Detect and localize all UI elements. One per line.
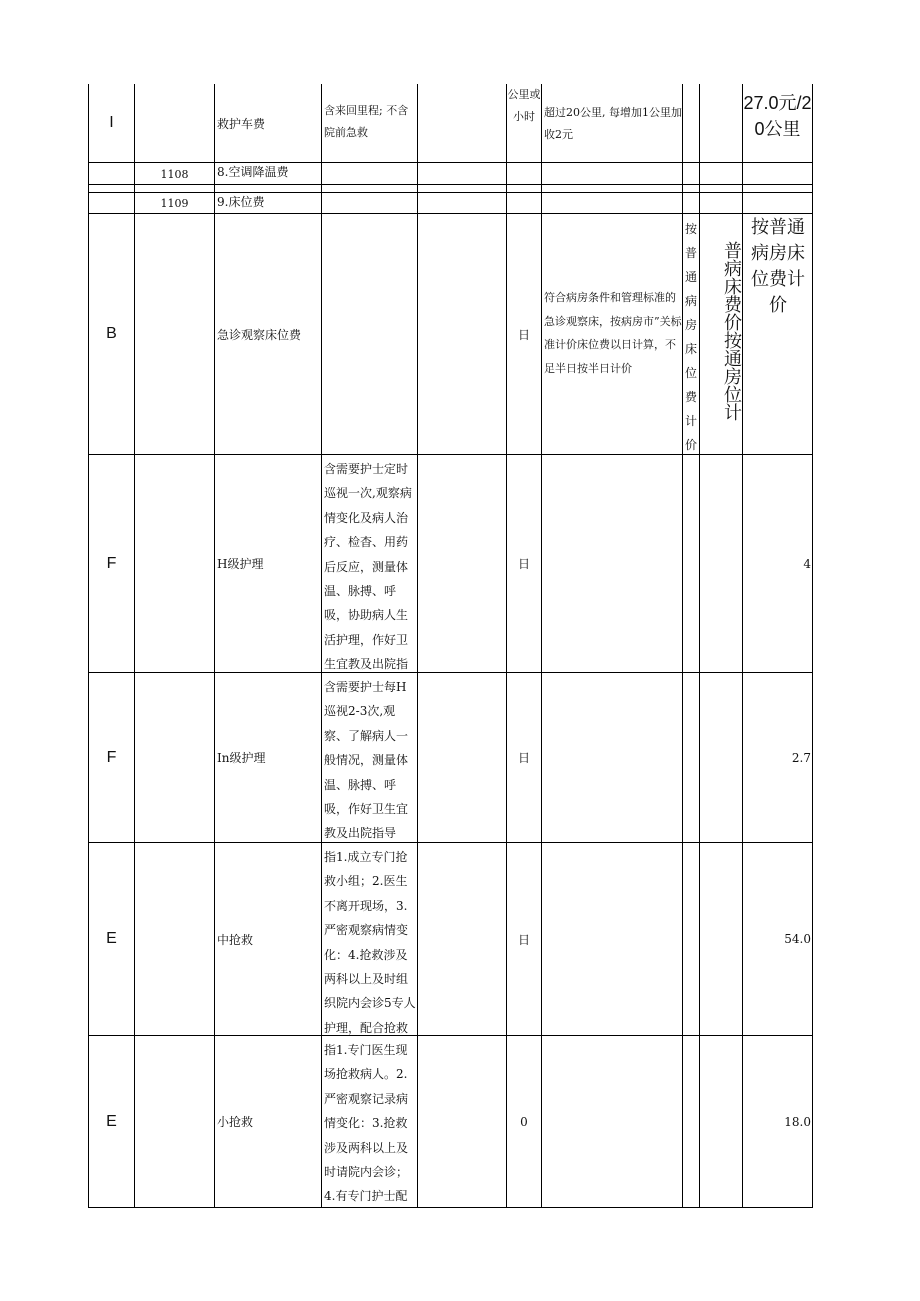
grid-line xyxy=(88,184,813,185)
content-cell: 含需要护士每H巡视2-3次,观察、了解病人一般情况，测量体温、脉搏、呼吸，作好卫生宜教及出院指导 xyxy=(324,680,409,841)
grid-line xyxy=(417,84,418,1208)
grid-line xyxy=(88,162,813,163)
grid-line xyxy=(812,84,813,1208)
pricing-basis-cell: 普病床费价按通房位计 xyxy=(724,241,742,423)
category-cell: I xyxy=(109,114,114,131)
grid-line xyxy=(134,84,135,1208)
item-name-cell: In级护理 xyxy=(217,751,266,765)
note-cell: 超过20公里, 每增加1公里加收2元 xyxy=(544,106,682,141)
grid-line xyxy=(88,842,813,843)
item-name-cell: 9.床位费 xyxy=(217,195,265,209)
unit-cell: 公里或小时 xyxy=(507,88,541,123)
item-name-cell: 救护车费 xyxy=(217,116,266,131)
category-cell: F xyxy=(106,554,117,572)
content-cell: 指1.成立专门抢救小组；2.医生不离开现场，3.严密观察病情变化：4.抢救涉及两科以上及时组织院内会诊5专人护理，配合抢救 xyxy=(324,850,416,1035)
content-cell: 指1.专门医生现场抢救病人。2.严密观察记录病情变化：3.抢救涉及两科以上及时请院内会诊；4.有专门护士配 xyxy=(324,1043,409,1204)
category-cell: E xyxy=(106,1112,117,1130)
price-cell: 54.0 xyxy=(784,932,811,946)
price-cell: 按普通病房床位费计价 xyxy=(751,217,805,315)
item-name-cell: 中抢救 xyxy=(217,932,254,947)
item-name-cell: H级护理 xyxy=(217,557,264,571)
category-cell: F xyxy=(106,748,117,766)
code-cell: 1108 xyxy=(160,167,189,181)
content-cell: 含来回里程; 不含院前急救 xyxy=(324,104,409,139)
price-cell: 18.0 xyxy=(784,1114,811,1129)
category-cell: B xyxy=(106,325,117,342)
grid-line xyxy=(88,672,813,673)
grid-line xyxy=(541,84,542,1208)
pricing-basis-cell: 按普通病房床位费计价 xyxy=(684,222,697,452)
grid-line xyxy=(88,192,813,193)
unit-cell: 日 xyxy=(517,751,530,765)
unit-cell: 日 xyxy=(517,932,530,947)
unit-cell: 日 xyxy=(517,327,530,342)
item-name-cell: 急诊观察床位费 xyxy=(217,327,302,342)
fee-table xyxy=(88,84,813,1208)
grid-line xyxy=(699,84,700,1208)
grid-line xyxy=(88,454,813,455)
code-cell: 1109 xyxy=(160,197,189,210)
unit-cell: 0 xyxy=(520,1114,528,1129)
price-cell: 4 xyxy=(803,556,811,571)
price-cell: 2.7 xyxy=(791,750,811,765)
category-cell: E xyxy=(106,930,117,947)
content-cell: 含需要护士定时巡视一次,观察病情变化及病人治疗、检杳、用药后反应，测量体温、脉搏、呼吸，协助病人生活护理，作好卫生宜教及出院指 xyxy=(324,462,412,672)
grid-line xyxy=(88,213,813,214)
price-cell: 27.0元/20公里 xyxy=(743,93,812,139)
item-name-cell: 小抢救 xyxy=(217,1115,254,1129)
grid-line xyxy=(88,1207,813,1208)
unit-cell: 日 xyxy=(517,557,530,571)
note-cell: 符合病房条件和管理标准的急诊观察床，按病房市”关标准计价床位费以日计算，不足半日按半日计价 xyxy=(544,291,682,375)
item-name-cell: 8.空调降温费 xyxy=(217,164,289,179)
grid-line xyxy=(88,1035,813,1036)
